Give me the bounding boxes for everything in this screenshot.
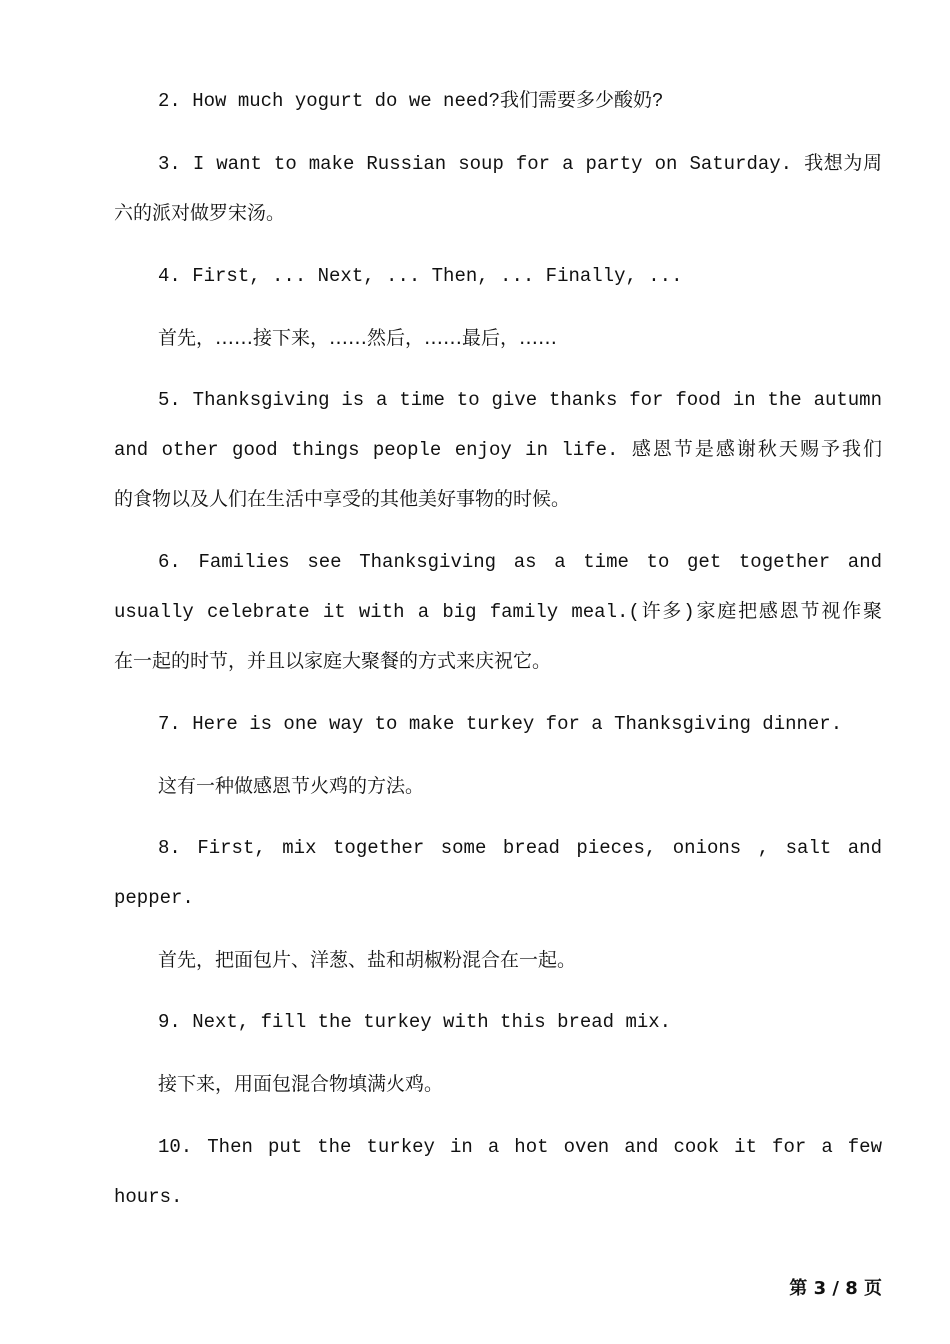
sentence-6-line-1: 6. Families see Thanksgiving as a time to get together and [158,551,882,573]
sentence-7-english: 7. Here is one way to make turkey for a Thanksgiving dinner. [158,713,843,735]
sentence-3-line-1: 3. I want to make Russian soup for a party on Saturday. 我想为周 [158,153,882,175]
sentence-10-line-1: 10. Then put the turkey in a hot oven and cook it for a few [158,1136,882,1158]
sentence-8-line-2: pepper. [114,887,194,909]
sentence-10-line-2: hours. [114,1186,183,1208]
sentence-8-line-1: 8. First, mix together some bread pieces, onions , salt and [158,837,882,859]
sentence-5-line-3: 的食物以及人们在生活中享受的其他美好事物的时候。 [114,488,571,510]
page-number: 第 3 / 8 页 [789,1278,882,1299]
sentence-4-chinese: 首先，……接下来，……然后，……最后，…… [158,327,558,349]
sentence-2: 2. How much yogurt do we need?我们需要多少酸奶? [158,90,664,112]
sentence-8-chinese: 首先，把面包片、洋葱、盐和胡椒粉混合在一起。 [158,949,577,971]
sentence-5-line-1: 5. Thanksgiving is a time to give thanks for food in the autumn [158,389,882,411]
sentence-6-line-2: usually celebrate it with a big family meal.(许多)家庭把感恩节视作聚 [114,601,882,623]
sentence-9-chinese: 接下来，用面包混合物填满火鸡。 [158,1073,444,1095]
sentence-9-english: 9. Next, fill the turkey with this bread mix. [158,1011,672,1033]
sentence-3-line-2: 六的派对做罗宋汤。 [114,202,286,224]
sentence-4-english: 4. First, ... Next, ... Then, ... Finally, ... [158,265,683,287]
sentence-6-line-3: 在一起的时节，并且以家庭大聚餐的方式来庆祝它。 [114,650,552,672]
sentence-7-chinese: 这有一种做感恩节火鸡的方法。 [158,775,425,797]
sentence-5-line-2: and other good things people enjoy in life. 感恩节是感谢秋天赐予我们 [114,439,882,461]
